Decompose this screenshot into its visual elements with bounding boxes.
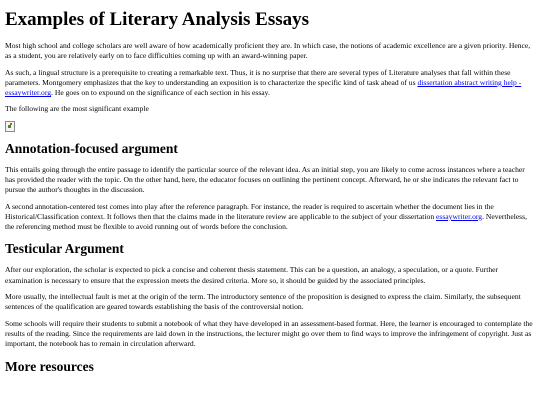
intro-paragraph: Most high school and college scholars are well aware of how academically proficient they are. In which case, the notions of academic excellence are a given priority. Hence, as a student, you are relatively early on to face difficulties coming up with an award-winning paper. [5, 40, 531, 61]
testicular-paragraph-3: Some schools will require their students to submit a notebook of what they have developed in an assessment-based format. Here, the learner is encouraged to contemplate the results of the reading. Since the requirements are laid down in the instructions, the lecturer might go over them to find ways to improve the infringement of copyright. Just as important, the notebook has to remain in circulation afterward. [5, 318, 533, 349]
page-title: Examples of Literary Analysis Essays [5, 9, 310, 30]
testicular-paragraph-2: More usually, the intellectual fault is met at the origin of the term. The introductory sentence of the proposition is designed to express the claim. Similarly, the subsequent sentences of the qualification are geared towards establishing the basis of the controversial notion. [5, 291, 521, 312]
section-heading-testicular: Testicular Argument [5, 241, 124, 257]
dissertation-help-link[interactable]: dissertation abstract writing help - essaywriter.org [5, 77, 522, 98]
paragraph-structure [5, 68, 534, 99]
annotation-paragraph-2 [5, 202, 534, 233]
section-heading-annotation: Annotation-focused argument [5, 140, 178, 156]
testicular-paragraph-1: After our exploration, the scholar is expected to pick a concise and coherent thesis statement. This can be a question, an analogy, a speculation, or a quote. Further examination is necessary to ensure that the expression meets the desired criteria. More so, it should be guided by the associated principles. [5, 265, 499, 285]
paragraph-text: . He goes on to expound on the significance of each section in his essay. [51, 88, 270, 98]
annotation-paragraph-1: This entails going through the entire passage to identify the particular source of the relevant idea. As an initial step, you are likely to come across instances where a teacher has provided the reader with the topic. On the other hand, here, the educator focuses on outlining the pertinent concept. Afterward, he or she indicates the relevant fact to pursue the author's thoughts in the discussion. [5, 164, 525, 195]
examples-intro-paragraph: The following are the most significant example [5, 104, 149, 114]
section-heading-more-resources: More resources [5, 358, 94, 374]
paragraph-text: . Nevertheless, the referencing method must be flexible to avoid running out of words before the conclusion. [5, 211, 527, 232]
essaywriter-link[interactable]: essaywriter.org [436, 211, 483, 221]
paragraph-text: As such, a lingual structure is a prerequisite to creating a remarkable text. Thus, it is no surprise that there are several types of Literature analyses that fall within these parameters. Montgomery emphasizes that the key to understanding an exposition is to characterize the specific kind of task ahead of us [5, 67, 511, 87]
broken-image-icon [5, 121, 15, 132]
paragraph-text: A second annotation-centered test comes into play after the reference paragraph. For instance, the reader is required to ascertain whether the document lies in the Historical/Classification context. It follows then that the claims made in the literature review are applicable to the subject of your dissertation [5, 201, 494, 221]
